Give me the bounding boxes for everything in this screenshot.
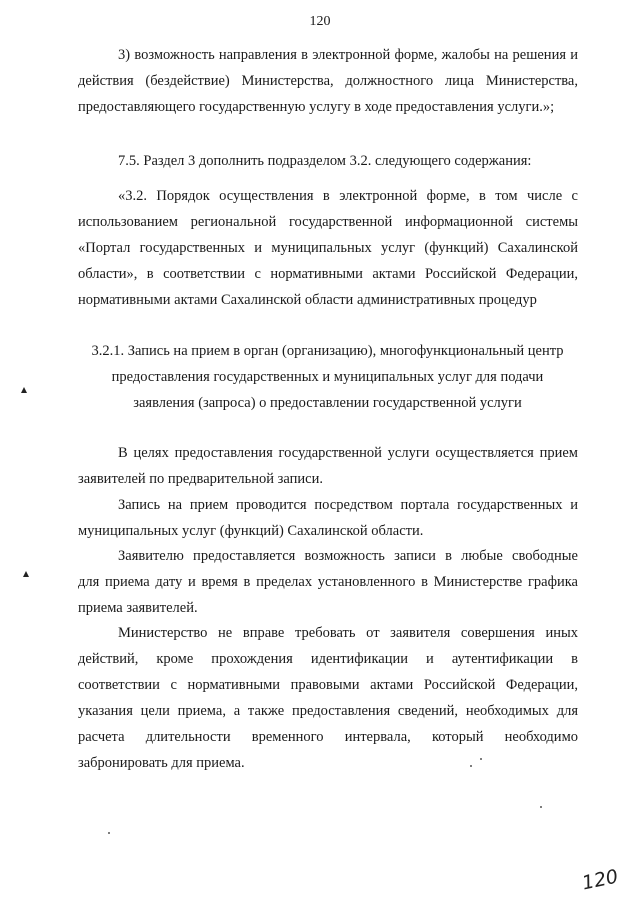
text-line: расчета длительности временного интервала, который необходимо xyxy=(78,729,578,745)
paragraph-5 xyxy=(78,492,578,544)
text-line: соответствии с нормативными правовыми актами Российской Федерации, xyxy=(78,677,578,693)
paragraph-2 xyxy=(78,148,578,174)
punch-mark-icon xyxy=(20,386,28,394)
heading-line: заявления (запроса) о предоставлении государственной услуги xyxy=(133,395,522,411)
page-number: 120 xyxy=(309,14,331,29)
scan-speck xyxy=(470,765,472,767)
text-line: использованием региональной государственной информационной системы xyxy=(78,214,578,230)
text-line: 3) возможность направления в электронной форме, жалобы на решения и xyxy=(118,47,578,63)
paragraph-7 xyxy=(78,620,578,776)
text-line: указания цели приема, а также предоставления сведений, необходимых для xyxy=(78,703,578,719)
scan-speck xyxy=(540,806,542,808)
text-line: нормативными актами Сахалинской области административных процедур xyxy=(78,292,537,308)
section-heading-3-2-1 xyxy=(70,338,585,416)
text-line: предоставляющего государственную услугу в ходе предоставления услуги.»; xyxy=(78,99,555,115)
heading-line: 3.2.1. Запись на прием в орган (организацию), многофункциональный центр xyxy=(91,343,564,359)
text-line: муниципальных услуг (функций) Сахалинской области. xyxy=(78,523,424,539)
text-line: Министерство не вправе требовать от заявителя совершения иных xyxy=(118,625,578,641)
text-line: забронировать для приема. xyxy=(78,755,245,771)
text-line: заявителей по предварительной записи. xyxy=(78,471,323,487)
text-line: В целях предоставления государственной услуги осуществляется прием xyxy=(118,445,578,461)
paragraph-6 xyxy=(78,543,578,621)
heading-line: предоставления государственных и муниципальных услуг для подачи xyxy=(111,369,544,385)
text-line: действий, кроме прохождения идентификации и аутентификации в xyxy=(78,651,578,667)
handwritten-page-number: 120 xyxy=(579,865,620,895)
paragraph-3 xyxy=(78,183,578,313)
text-line: Запись на прием проводится посредством портала государственных и xyxy=(118,497,578,513)
text-line: 7.5. Раздел 3 дополнить подразделом 3.2. следующего содержания: xyxy=(118,153,532,169)
text-line: области», в соответствии с нормативными актами Российской Федерации, xyxy=(78,266,578,282)
text-line: действия (бездействие) Министерства, должностного лица Министерства, xyxy=(78,73,578,89)
punch-mark-icon xyxy=(22,570,30,578)
scan-speck xyxy=(480,758,482,760)
text-line: «3.2. Порядок осуществления в электронной форме, в том числе с xyxy=(118,188,578,204)
paragraph-4 xyxy=(78,440,578,492)
paragraph-1 xyxy=(78,42,578,120)
text-line: приема заявителей. xyxy=(78,600,198,616)
scan-speck xyxy=(108,832,110,834)
text-line: Заявителю предоставляется возможность записи в любые свободные xyxy=(118,548,578,564)
text-line: «Портал государственных и муниципальных услуг (функций) Сахалинской xyxy=(78,240,578,256)
text-line: для приема дату и время в пределах установленного в Министерстве графика xyxy=(78,574,578,590)
